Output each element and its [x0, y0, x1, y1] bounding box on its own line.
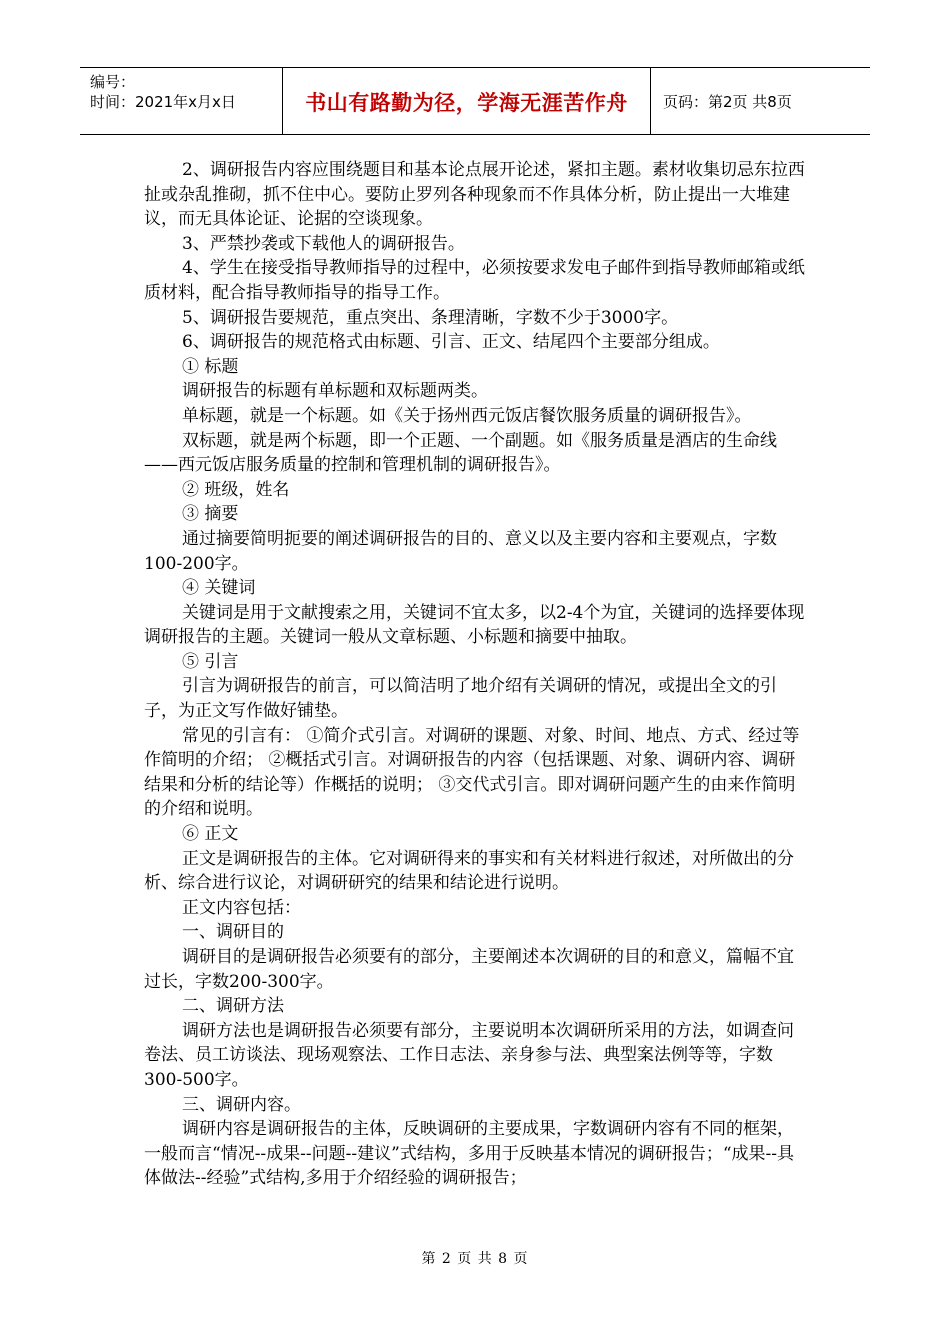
paragraph: 调研内容是调研报告的主体，反映调研的主要成果，字数调研内容有不同的框架，一般而言“情况--成果--问题--建议”式结构，多用于反映基本情况的调研报告；“成果--具体做法--经验”式结构,多用于介绍经验的调研报告； — [144, 1119, 795, 1189]
section-heading: 一、调研目的 — [182, 922, 284, 943]
section-heading: ⑥ 正文 — [182, 824, 239, 845]
paragraph: 引言为调研报告的前言，可以简洁明了地介绍有关调研的情况，或提出全文的引子，为正文写作做好铺垫。 — [144, 676, 777, 722]
paragraph: 正文是调研报告的主体。它对调研得来的事实和有关材料进行叙述，对所做出的分析、综合进行议论，对调研研究的结果和结论进行说明。 — [144, 848, 794, 894]
paragraph: 常见的引言有： ①简介式引言。对调研的课题、对象、时间、地点、方式、经过等作简明的介绍； ②概括式引言。对调研报告的内容（包括课题、对象、调研内容、调研结果和分析的结论等）作概括的说明； ③交代式引言。即对调研问题产生的由来作简明的介绍和说明。 — [144, 725, 800, 820]
paragraph: 双标题，就是两个标题，即一个正题、一个副题。如《服务质量是酒店的生命线——西元饭店服务质量的控制和管理机制的调研报告》。 — [144, 430, 777, 476]
section-heading: ② 班级，姓名 — [182, 479, 290, 500]
paragraph: 2、调研报告内容应围绕题目和基本论点展开论述，紧扣主题。素材收集切忌东拉西扯或杂乱推砌，抓不住中心。要防止罗列各种现象而不作具体分析，防止提出一大堆建议，而无具体论证、论据的空谈现象。 — [144, 160, 805, 230]
document-number-label: 编号： — [90, 73, 136, 91]
paragraph: 调研目的是调研报告必须要有的部分，主要阐述本次调研的目的和意义，篇幅不宜过长，字数200-300字。 — [144, 947, 794, 992]
paragraph: 5、调研报告要规范，重点突出、条理清晰，字数不少于3000字。 — [182, 307, 679, 328]
paragraph: 单标题，就是一个标题。如《关于扬州西元饭店餐饮服务质量的调研报告》。 — [182, 405, 752, 426]
paragraph: 调研报告的标题有单标题和双标题两类。 — [182, 381, 488, 402]
section-heading: ① 标题 — [182, 356, 239, 377]
paragraph: 正文内容包括： — [182, 897, 301, 918]
header-page-info: 页码：第2页 共8页 — [663, 92, 792, 111]
section-heading: 二、调研方法 — [182, 996, 284, 1017]
document-body — [144, 158, 810, 1191]
section-heading: ④ 关键词 — [182, 578, 256, 599]
paragraph: 通过摘要简明扼要的阐述调研报告的目的、意义以及主要内容和主要观点，字数100-200字。 — [144, 528, 777, 574]
section-heading: ③ 摘要 — [182, 504, 239, 525]
paragraph: 关键词是用于文献搜索之用，关键词不宜太多，以2-4个为宜，关键词的选择要体现调研报告的主题。关键词一般从文章标题、小标题和摘要中抽取。 — [144, 602, 805, 648]
page-footer: 第 2 页 共 8 页 — [421, 1251, 529, 1267]
section-heading: ⑤ 引言 — [182, 651, 239, 672]
document-date-label: 时间：2021年x月x日 — [90, 93, 236, 111]
header-motto: 书山有路勤为径，学海无涯苦作舟 — [283, 68, 651, 134]
section-heading: 三、调研内容。 — [182, 1094, 301, 1115]
page-header — [80, 67, 870, 135]
paragraph: 4、学生在接受指导教师指导的过程中，必须按要求发电子邮件到指导教师邮箱或纸质材料，配合指导教师指导的指导工作。 — [144, 258, 805, 303]
paragraph: 3、严禁抄袭或下载他人的调研报告。 — [182, 233, 465, 254]
paragraph: 调研方法也是调研报告必须要有部分，主要说明本次调研所采用的方法，如调查问卷法、员工访谈法、现场观察法、工作日志法、亲身参与法、典型案法例等等，字数300-500字。 — [144, 1020, 794, 1090]
header-meta — [80, 68, 283, 134]
paragraph: 6、调研报告的规范格式由标题、引言、正文、结尾四个主要部分组成。 — [182, 332, 720, 353]
